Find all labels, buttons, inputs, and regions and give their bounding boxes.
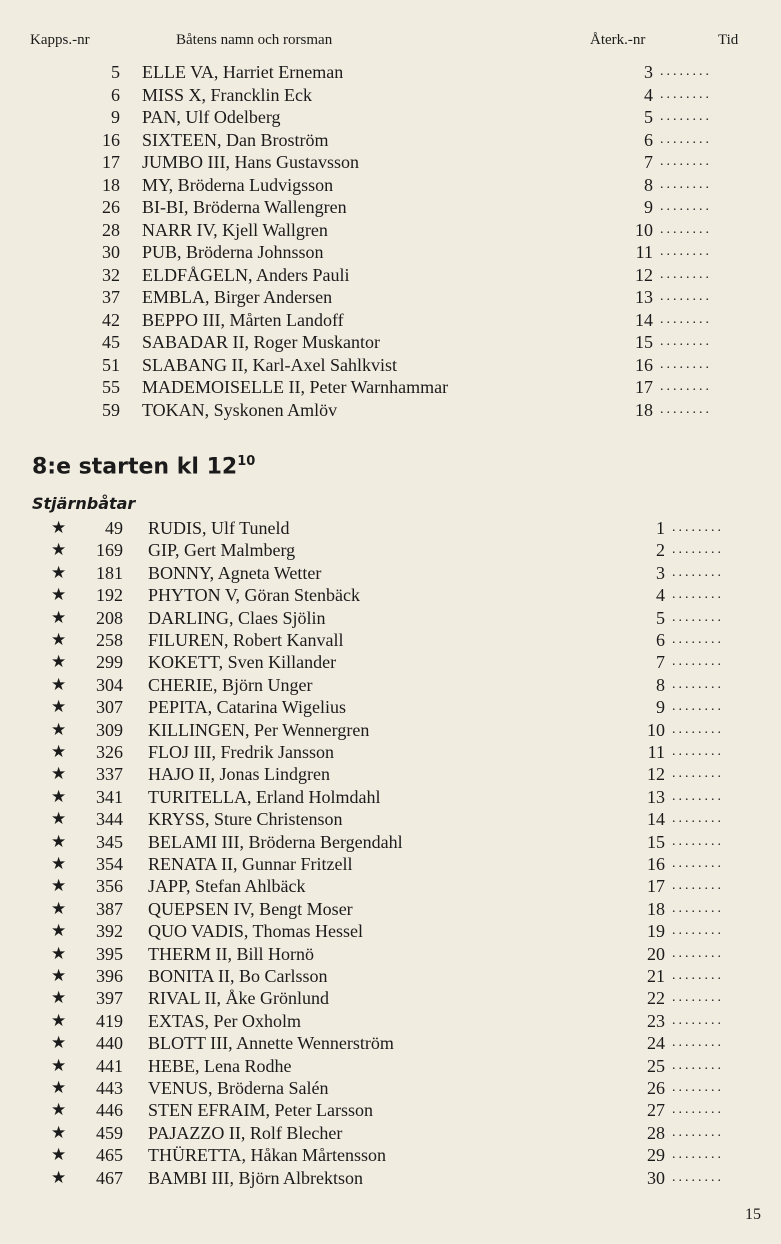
list-item [0,1032,781,1054]
star-icon: ★ [51,518,67,537]
kapps-nr: 443 [96,1078,123,1098]
boat-and-helmsman: EMBLA, Birger Andersen [142,287,333,307]
list-item [0,831,781,853]
kapps-nr: 45 [102,332,120,352]
kapps-nr: 55 [102,377,120,397]
kapps-nr: 37 [102,287,120,307]
kapps-nr: 49 [105,518,123,538]
boat-and-helmsman: BLOTT III, Annette Wennerström [148,1033,394,1054]
kapps-nr: 17 [102,152,120,172]
list-item [0,264,781,286]
start-heading [32,454,255,479]
boat-and-helmsman: FLOJ III, Fredrik Jansson [148,742,334,762]
kapps-nr: 397 [96,988,123,1009]
time-leader: ........ [660,401,712,417]
star-icon: ★ [51,585,67,605]
list-item [0,286,781,308]
list-item [0,539,781,561]
boat-and-helmsman: PUB, Bröderna Johnsson [142,242,324,262]
boat-and-helmsman: BI-BI, Bröderna Wallengren [142,197,347,217]
aterk-nr: 25 [647,1055,665,1076]
time-leader: ........ [672,1124,724,1140]
list-item [0,674,781,696]
kapps-nr: 59 [102,399,120,420]
aterk-nr: 15 [635,332,653,352]
aterk-nr: 19 [647,921,665,942]
time-leader: ........ [660,86,712,102]
star-icon: ★ [51,697,67,717]
star-icon: ★ [51,921,67,941]
column-header [0,32,781,52]
kapps-nr: 356 [96,876,123,897]
time-leader: ........ [672,990,724,1006]
time-leader: ........ [660,334,712,349]
list-item [0,920,781,942]
time-leader: ........ [660,379,712,394]
star-icon: ★ [51,854,67,873]
time-leader: ........ [660,199,712,214]
aterk-nr: 18 [635,399,653,420]
boat-and-helmsman: BONITA II, Bo Carlsson [148,966,328,986]
aterk-nr: 6 [656,630,665,650]
kapps-nr: 299 [96,652,123,673]
time-leader: ........ [660,64,712,79]
list-item [0,898,781,920]
aterk-nr: 28 [647,1122,665,1143]
aterk-nr: 5 [644,107,653,127]
star-icon: ★ [51,674,67,694]
boat-and-helmsman: SLABANG II, Karl-Axel Sahlkvist [142,354,397,375]
kapps-nr: 307 [96,697,123,718]
aterk-nr: 24 [647,1033,665,1054]
aterk-nr: 29 [647,1145,665,1166]
list-item [0,517,781,539]
kapps-nr: 42 [102,309,120,330]
time-leader: ........ [672,1080,724,1095]
star-icon: ★ [51,898,67,918]
header-tid: Tid [718,32,739,48]
star-icon: ★ [51,943,67,963]
kapps-nr: 309 [96,719,123,740]
boat-and-helmsman: RIVAL II, Åke Grönlund [148,988,329,1009]
kapps-nr: 169 [96,540,123,561]
aterk-nr: 18 [647,898,665,919]
star-icon: ★ [51,562,67,582]
kapps-nr: 441 [96,1055,123,1076]
boat-and-helmsman: ELDFÅGELN, Anders Pauli [142,264,350,285]
aterk-nr: 8 [644,174,653,195]
aterk-nr: 5 [656,607,665,628]
star-icon: ★ [51,831,67,851]
time-leader: ........ [672,699,724,715]
kapps-nr: 337 [96,764,123,785]
aterk-nr: 8 [656,674,665,695]
aterk-nr: 22 [647,988,665,1009]
star-icon: ★ [51,1122,67,1142]
start-heading-text: 8:e starten kl 12 [32,454,238,480]
list-item [0,719,781,741]
list-item [0,741,781,763]
time-leader: ........ [672,878,724,894]
aterk-nr: 23 [647,1010,665,1031]
list-item [0,1167,781,1189]
aterk-nr: 9 [644,197,653,217]
list-item [0,331,781,353]
time-leader: ........ [672,587,724,603]
list-item [0,607,781,629]
kapps-nr: 326 [96,742,123,762]
star-icon: ★ [51,1078,67,1097]
star-icon: ★ [51,652,67,672]
boat-and-helmsman: SIXTEEN, Dan Broström [142,129,329,150]
kapps-nr: 258 [96,630,123,650]
time-leader: ........ [672,968,724,983]
time-leader: ........ [672,676,724,692]
boat-and-helmsman: EXTAS, Per Oxholm [148,1010,302,1031]
kapps-nr: 440 [96,1033,123,1054]
aterk-nr: 11 [635,242,653,262]
aterk-nr: 16 [647,854,665,874]
list-item [0,987,781,1009]
kapps-nr: 6 [111,84,120,105]
list-item [0,1144,781,1166]
aterk-nr: 9 [656,697,665,718]
kapps-nr: 28 [102,219,120,240]
kapps-nr: 5 [111,62,120,82]
time-leader: ........ [672,1147,724,1163]
list-item [0,309,781,331]
aterk-nr: 4 [656,585,665,606]
aterk-nr: 17 [647,876,665,897]
star-icon: ★ [51,742,67,761]
kapps-nr: 465 [96,1145,123,1166]
list-item [0,196,781,218]
kapps-nr: 345 [96,831,123,852]
aterk-nr: 16 [635,354,653,375]
time-leader: ........ [672,564,724,580]
star-icon: ★ [51,966,67,985]
aterk-nr: 13 [635,287,653,307]
boat-and-helmsman: NARR IV, Kjell Wallgren [142,219,328,240]
aterk-nr: 20 [647,943,665,964]
boat-and-helmsman: PEPITA, Catarina Wigelius [148,697,346,718]
list-item [0,399,781,421]
kapps-nr: 419 [96,1010,123,1031]
time-leader: ........ [660,154,712,169]
aterk-nr: 7 [656,652,665,673]
time-leader: ........ [672,900,724,916]
aterk-nr: 21 [647,966,665,986]
kapps-nr: 51 [102,354,120,375]
boat-and-helmsman: CHERIE, Björn Unger [148,674,313,695]
boat-and-helmsman: STEN EFRAIM, Peter Larsson [148,1100,373,1121]
boat-and-helmsman: TURITELLA, Erland Holmdahl [148,786,381,807]
page-number: 15 [745,1206,761,1223]
aterk-nr: 12 [647,764,665,785]
aterk-nr: 27 [647,1100,665,1121]
boat-and-helmsman: BONNY, Agneta Wetter [148,562,322,583]
star-icon: ★ [51,786,67,806]
time-leader: ........ [660,356,712,372]
star-icon: ★ [51,1167,67,1187]
list-item [0,629,781,651]
time-leader: ........ [672,632,724,647]
aterk-nr: 1 [656,518,665,538]
list-item [0,129,781,151]
aterk-nr: 30 [647,1167,665,1188]
kapps-nr: 396 [96,966,123,986]
aterk-nr: 17 [635,377,653,397]
list-item [0,151,781,173]
aterk-nr: 12 [635,264,653,285]
time-leader: ........ [672,945,724,961]
list-item [0,696,781,718]
list-item [0,241,781,263]
time-leader: ........ [672,788,724,804]
kapps-nr: 467 [96,1167,123,1188]
star-icon: ★ [51,988,67,1008]
list-item [0,651,781,673]
list-item [0,1099,781,1121]
time-leader: ........ [672,766,724,782]
list-item [0,562,781,584]
boat-and-helmsman: KRYSS, Sture Christenson [148,809,343,830]
list-item [0,174,781,196]
star-icon: ★ [51,764,67,784]
kapps-nr: 341 [96,786,123,807]
time-leader: ........ [672,609,724,625]
aterk-nr: 14 [635,309,653,330]
time-leader: ........ [672,1102,724,1118]
aterk-nr: 10 [647,719,665,740]
time-leader: ........ [672,1012,724,1028]
star-icon: ★ [51,719,67,739]
kapps-nr: 395 [96,943,123,964]
boat-and-helmsman: PAJAZZO II, Rolf Blecher [148,1122,343,1143]
kapps-nr: 9 [111,107,120,127]
start-heading-minutes: 10 [237,454,256,469]
kapps-nr: 392 [96,921,123,942]
list-item [0,1055,781,1077]
time-leader: ........ [660,266,712,282]
time-leader: ........ [672,654,724,670]
list-item [0,219,781,241]
boat-and-helmsman: QUEPSEN IV, Bengt Moser [148,898,353,919]
star-icon: ★ [51,1145,67,1165]
kapps-nr: 181 [96,562,123,583]
boat-and-helmsman: VENUS, Bröderna Salén [148,1078,329,1098]
boat-and-helmsman: DARLING, Claes Sjölin [148,607,326,628]
boat-and-helmsman: THÜRETTA, Håkan Mårtensson [148,1145,387,1166]
list-item [0,84,781,106]
time-leader: ........ [672,520,724,535]
time-leader: ........ [660,311,712,327]
boat-and-helmsman: RENATA II, Gunnar Fritzell [148,854,353,874]
kapps-nr: 16 [102,129,120,150]
star-icon: ★ [51,1010,67,1030]
header-aterk: Återk.-nr [590,32,646,48]
boat-and-helmsman: HEBE, Lena Rodhe [148,1055,292,1076]
time-leader: ........ [672,856,724,871]
boat-and-helmsman: RUDIS, Ulf Tuneld [148,518,290,538]
aterk-nr: 10 [635,219,653,240]
list-item [0,763,781,785]
star-icon: ★ [51,1033,67,1053]
time-leader: ........ [660,109,712,124]
star-icon: ★ [51,540,67,560]
aterk-nr: 6 [644,129,653,150]
boat-and-helmsman: THERM II, Bill Hornö [148,943,314,964]
boat-and-helmsman: BEPPO III, Mårten Landoff [142,309,344,330]
boat-and-helmsman: QUO VADIS, Thomas Hessel [148,921,364,942]
aterk-nr: 2 [656,540,665,561]
time-leader: ........ [660,176,712,192]
boat-and-helmsman: JUMBO III, Hans Gustavsson [142,152,359,172]
header-kapps: Kapps.-nr [30,32,90,48]
boat-and-helmsman: FILUREN, Robert Kanvall [148,630,344,650]
time-leader: ........ [660,131,712,147]
boat-and-helmsman: JAPP, Stefan Ahlbäck [148,876,306,897]
aterk-nr: 7 [644,152,653,172]
kapps-nr: 446 [96,1100,123,1121]
time-leader: ........ [672,1169,724,1185]
list-item [0,1122,781,1144]
list-item [0,354,781,376]
time-leader: ........ [660,244,712,259]
list-item [0,584,781,606]
kapps-nr: 354 [96,854,123,874]
list-item [0,808,781,830]
boat-and-helmsman: ELLE VA, Harriet Erneman [142,62,344,82]
list-item [0,853,781,875]
list-item [0,376,781,398]
boat-and-helmsman: BELAMI III, Bröderna Bergendahl [148,831,403,852]
kapps-nr: 387 [96,898,123,919]
time-leader: ........ [672,542,724,558]
star-icon: ★ [51,876,67,896]
boat-and-helmsman: SABADAR II, Roger Muskantor [142,332,380,352]
list-item [0,875,781,897]
kapps-nr: 32 [102,264,120,285]
boat-and-helmsman: GIP, Gert Malmberg [148,540,296,561]
boat-and-helmsman: MY, Bröderna Ludvigsson [142,174,334,195]
aterk-nr: 3 [644,62,653,82]
list-item [0,1077,781,1099]
kapps-nr: 192 [96,585,123,606]
class-subheading: Stjärnbåtar [32,494,136,513]
list-item [0,786,781,808]
kapps-nr: 26 [102,197,120,217]
boat-and-helmsman: BAMBI III, Björn Albrektson [148,1167,363,1188]
star-icon: ★ [51,607,67,627]
time-leader: ........ [672,744,724,759]
list-item [0,61,781,83]
aterk-nr: 14 [647,809,665,830]
time-leader: ........ [672,833,724,849]
time-leader: ........ [672,721,724,737]
kapps-nr: 459 [96,1122,123,1143]
boat-and-helmsman: TOKAN, Syskonen Amlöv [142,399,338,420]
star-icon: ★ [51,809,67,829]
boat-and-helmsman: KOKETT, Sven Killander [148,652,337,673]
time-leader: ........ [672,811,724,827]
aterk-nr: 3 [656,562,665,583]
aterk-nr: 15 [647,831,665,852]
boat-and-helmsman: PAN, Ulf Odelberg [142,107,281,127]
time-leader: ........ [660,289,712,304]
header-batens: Båtens namn och rorsman [176,32,333,48]
boat-and-helmsman: KILLINGEN, Per Wennergren [148,719,370,740]
time-leader: ........ [660,221,712,237]
boat-and-helmsman: HAJO II, Jonas Lindgren [148,764,330,785]
boat-and-helmsman: MADEMOISELLE II, Peter Warnhammar [142,377,449,397]
list-item [0,106,781,128]
kapps-nr: 208 [96,607,123,628]
kapps-nr: 30 [102,242,120,262]
star-icon: ★ [51,1055,67,1075]
list-item [0,1010,781,1032]
aterk-nr: 13 [647,786,665,807]
star-icon: ★ [51,1100,67,1120]
aterk-nr: 26 [647,1078,665,1098]
list-item [0,943,781,965]
boat-and-helmsman: PHYTON V, Göran Stenbäck [148,585,360,606]
time-leader: ........ [672,1057,724,1073]
aterk-nr: 4 [644,84,653,105]
star-icon: ★ [51,630,67,649]
kapps-nr: 304 [96,674,123,695]
aterk-nr: 11 [647,742,665,762]
time-leader: ........ [672,923,724,939]
time-leader: ........ [672,1035,724,1051]
kapps-nr: 344 [96,809,123,830]
boat-and-helmsman: MISS X, Francklin Eck [142,84,312,105]
list-item [0,965,781,987]
kapps-nr: 18 [102,174,120,195]
